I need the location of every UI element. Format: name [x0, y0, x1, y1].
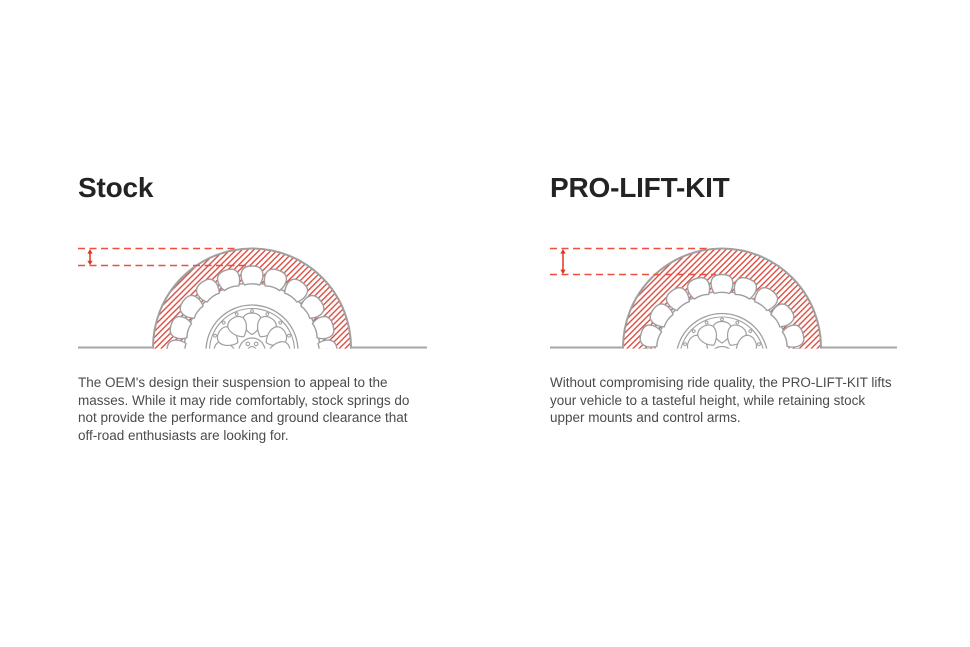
panel-title-stock: Stock — [78, 172, 154, 203]
stock-wheel-art — [153, 249, 351, 353]
stock-suspension-diagram — [60, 240, 480, 352]
panel-description-pro-lift-kit: Without compromising ride quality, the PRO-LIFT-KIT lifts your vehicle to a tasteful height, while retaining stock upper mounts and control arms. — [550, 375, 892, 426]
lift-height-arrow-icon — [560, 249, 565, 274]
pro-lift-kit-suspension-diagram — [532, 240, 952, 352]
panel-title-pro-lift-kit: PRO-LIFT-KIT — [550, 172, 730, 203]
panel-description-stock: The OEM's design their suspension to appeal to the masses. While it may ride comfortably, stock springs do not provide the performance and ground clearance that off-road enthusiasts are looking for. — [78, 375, 410, 443]
lifted-wheel-art — [623, 249, 821, 353]
lift-height-arrow-icon — [87, 249, 92, 265]
